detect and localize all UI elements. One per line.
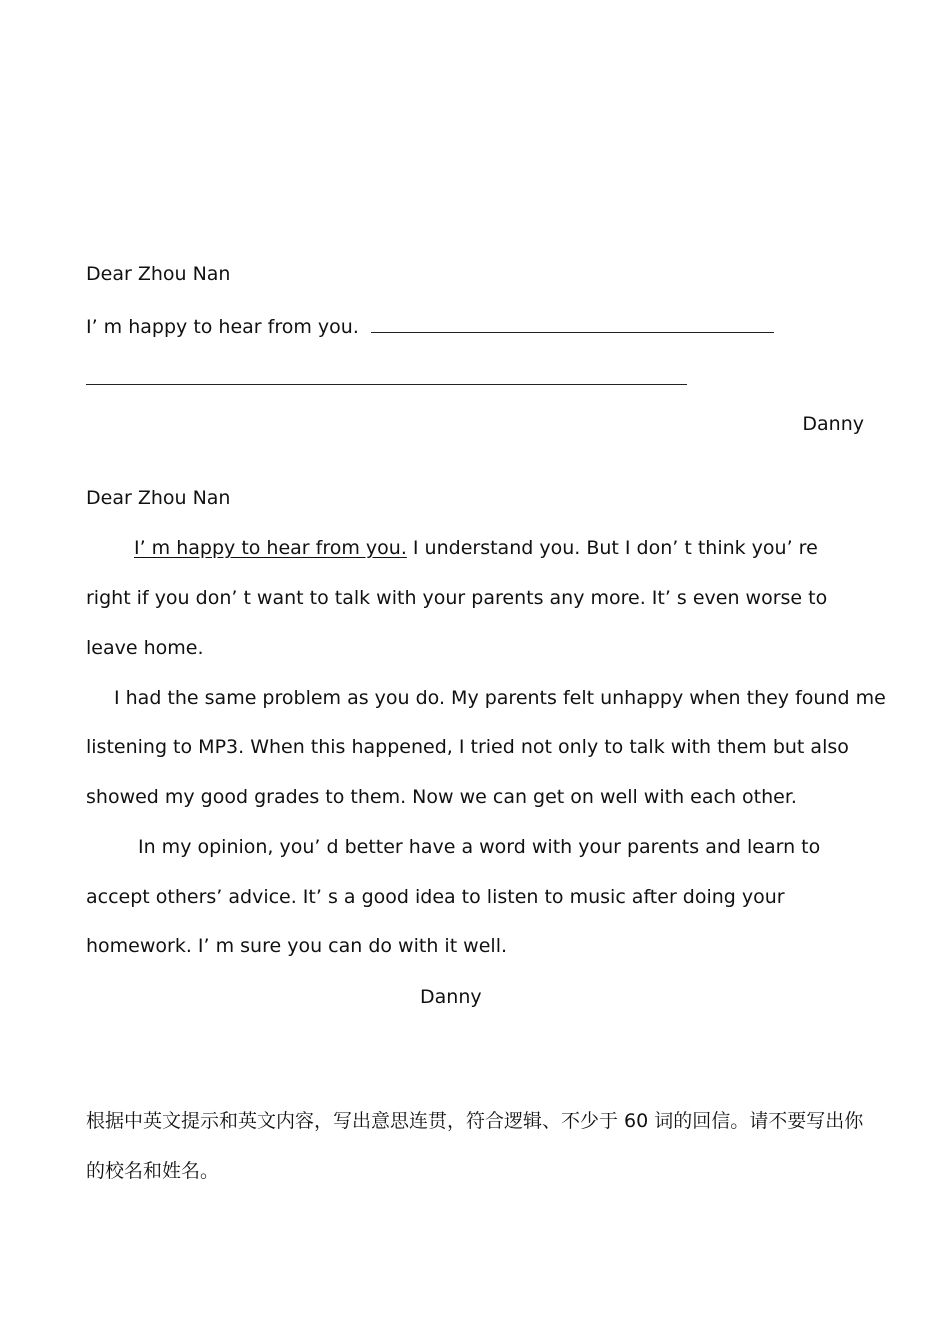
sample-p2-line3: showed my good grades to them. Now we can get on well with each other. <box>86 786 797 808</box>
sample-salutation: Dear Zhou Nan <box>86 487 231 509</box>
sample-p3-line1: In my opinion, you’ d better have a word with your parents and learn to <box>138 836 821 858</box>
answer-blank-2[interactable] <box>86 364 687 385</box>
prompt-signature: Danny <box>802 413 864 435</box>
sample-p1-line1 <box>134 536 818 560</box>
sample-p1-line2: right if you don’ t want to talk with your parents any more. It’ s even worse to <box>86 587 828 609</box>
prompt-opening: I’ m happy to hear from you. <box>86 316 359 338</box>
instructions-line1: 根据中英文提示和英文内容，写出意思连贯，符合逻辑、不少于 60 词的回信。请不要写出你 <box>86 1110 864 1132</box>
prompt-blank-line <box>86 364 687 391</box>
prompt-opening-line <box>86 312 774 339</box>
sample-signature: Danny <box>420 986 482 1008</box>
sample-p2-line1: I had the same problem as you do. My parents felt unhappy when they found me <box>114 687 886 709</box>
instructions-line2: 的校名和姓名。 <box>86 1160 220 1182</box>
sample-p1-line3: leave home. <box>86 637 204 659</box>
sample-opening-underlined: I’ m happy to hear from you. <box>134 537 407 559</box>
sample-p1-line1-rest: I understand you. But I don’ t think you’ re <box>406 537 818 559</box>
prompt-salutation: Dear Zhou Nan <box>86 263 231 285</box>
sample-p3-line2: accept others’ advice. It’ s a good idea to listen to music after doing your <box>86 886 785 908</box>
sample-p2-line2: listening to MP3. When this happened, I tried not only to talk with them but also <box>86 736 849 758</box>
answer-blank-1[interactable] <box>371 312 774 333</box>
sample-p3-line3: homework. I’ m sure you can do with it well. <box>86 935 508 957</box>
